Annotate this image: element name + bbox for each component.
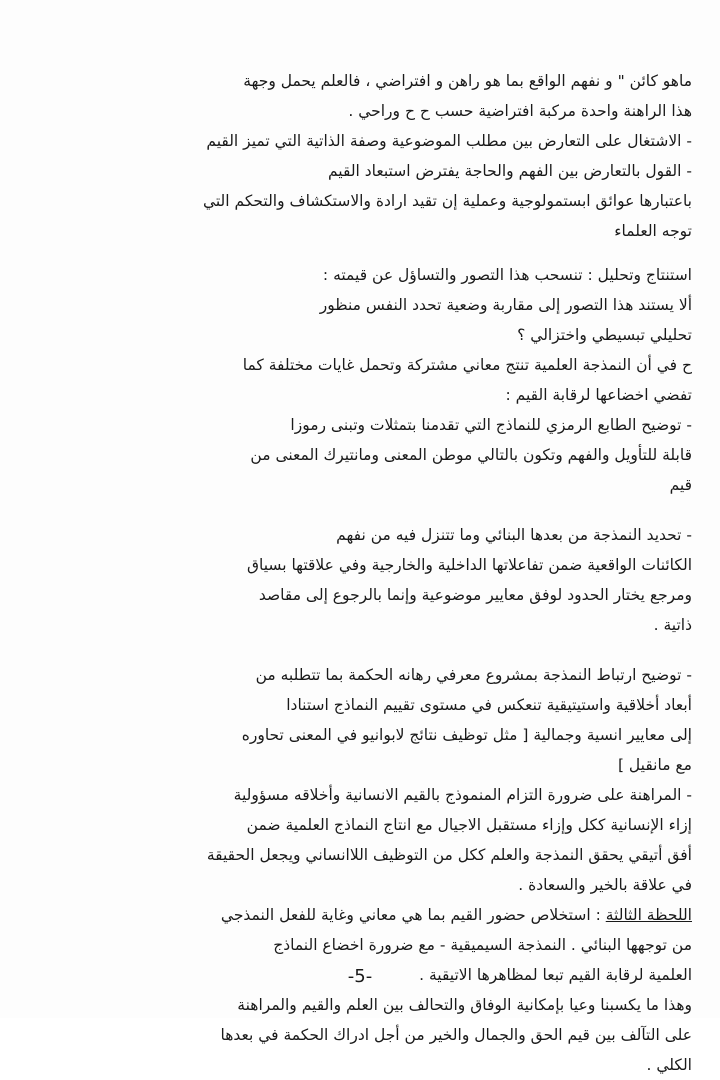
text-line: وهذا ما يكسبنا وعيا بإمكانية الوفاق والتحالف بين العلم والقيم والمراهنة [237, 996, 692, 1014]
text-line: - المراهنة على ضرورة التزام المنموذج بالقيم الانسانية وأخلاقه مسؤولية [233, 786, 692, 804]
text-line: في علاقة بالخير والسعادة . [518, 876, 692, 894]
text-line: ماهو كائن " و نفهم الواقع بما هو راهن و افتراضي ، فالعلم يحمل وجهة [243, 72, 692, 90]
text-line: استنتاج وتحليل : تنسحب هذا التصور والتساؤل عن قيمته : [322, 266, 692, 284]
paragraph-intro [28, 66, 692, 246]
text-line: ح في أن النمذجة العلمية تنتج معاني مشتركة وتحمل غايات مختلفة كما [242, 356, 692, 374]
text-line: إزاء الإنسانية ككل وإزاء مستقبل الاجيال مع انتاج النماذج العلمية ضمن [246, 816, 692, 834]
text-line: ومرجع يختار الحدود لوفق معايير موضوعية وإنما بالرجوع إلى مقاصد [258, 586, 692, 604]
page-number: -5- [347, 966, 373, 987]
paragraph-conclusion [28, 900, 692, 1080]
paragraph-modeling [28, 520, 692, 640]
section-heading: اللحظة الثالثة [605, 906, 692, 924]
text-line: أبعاد أخلاقية واستيتيقية تنعكس في مستوى تقييم النماذج استنادا [286, 696, 692, 714]
text-line: - توضيح ارتباط النمذجة بمشروع معرفي رهانه الحكمة بما تتطلبه من [255, 666, 692, 684]
text-line: من توجهها البنائي . النمذجة السيميقية - مع ضرورة اخضاع النماذج [273, 936, 692, 954]
text-line: باعتبارها عوائق ابستمولوجية وعملية إن تقيد ارادة والاستكشاف والتحكم التي [202, 192, 692, 210]
text-line: توجه العلماء [614, 222, 692, 240]
text-line: الكائنات الواقعية ضمن تفاعلاتها الداخلية والخارجية وفي علاقتها بسياق [246, 556, 692, 574]
text-line: أفق أتيقي يحقق النمذجة والعلم ككل من التوظيف اللاانساني ويجعل الحقيقة [206, 846, 692, 864]
text-line: قابلة للتأويل والفهم وتكون بالتالي موطن المعنى ومانتيرك المعنى من [250, 446, 692, 464]
text-line: تحليلي تبسيطي واختزالي ؟ [517, 326, 692, 344]
text-line: مع مانقيل ] [617, 756, 692, 774]
text-line: العلمية لرقابة القيم تبعا لمظاهرها الاتيقية . [419, 966, 692, 984]
text-line: - توضيح الطابع الرمزي للنماذج التي تقدمنا بتمثلات وتبنى رموزا [290, 416, 692, 434]
text-line: ذاتية . [653, 616, 692, 634]
text-line: قيم [669, 476, 692, 494]
text-line: الكلي . [646, 1056, 692, 1074]
text-line: - القول بالتعارض بين الفهم والحاجة يفترض استبعاد القيم [327, 162, 692, 180]
page-body-text [28, 66, 692, 1080]
paragraph-ethics [28, 660, 692, 900]
text-line: - تحديد النمذجة من بعدها البنائي وما تتنزل فيه من نفهم [336, 526, 692, 544]
text-line: على التآلف بين قيم الحق والجمال والخير من أجل ادراك الحكمة في بعدها [220, 1026, 692, 1044]
text-line: إلى معايير انسية وجمالية [ مثل توظيف نتائج لابوانيو في المعنى تحاوره [241, 726, 692, 744]
text-line: تفضي اخضاعها لرقابة القيم : [505, 386, 692, 404]
section-heading-rest: : استخلاص حضور القيم بما هي معاني وغاية للفعل النمذجي [220, 906, 606, 924]
text-line: ألا يستند هذا التصور إلى مقاربة وضعية تحدد النفس منظور [319, 296, 692, 314]
text-line: - الاشتغال على التعارض بين مطلب الموضوعية وصفة الذاتية التي تميز القيم [206, 132, 692, 150]
section-heading-line [28, 900, 692, 930]
text-line: هذا الراهنة واحدة مركبة افتراضية حسب ح ح وراحي . [348, 102, 692, 120]
paragraph-analysis [28, 260, 692, 500]
